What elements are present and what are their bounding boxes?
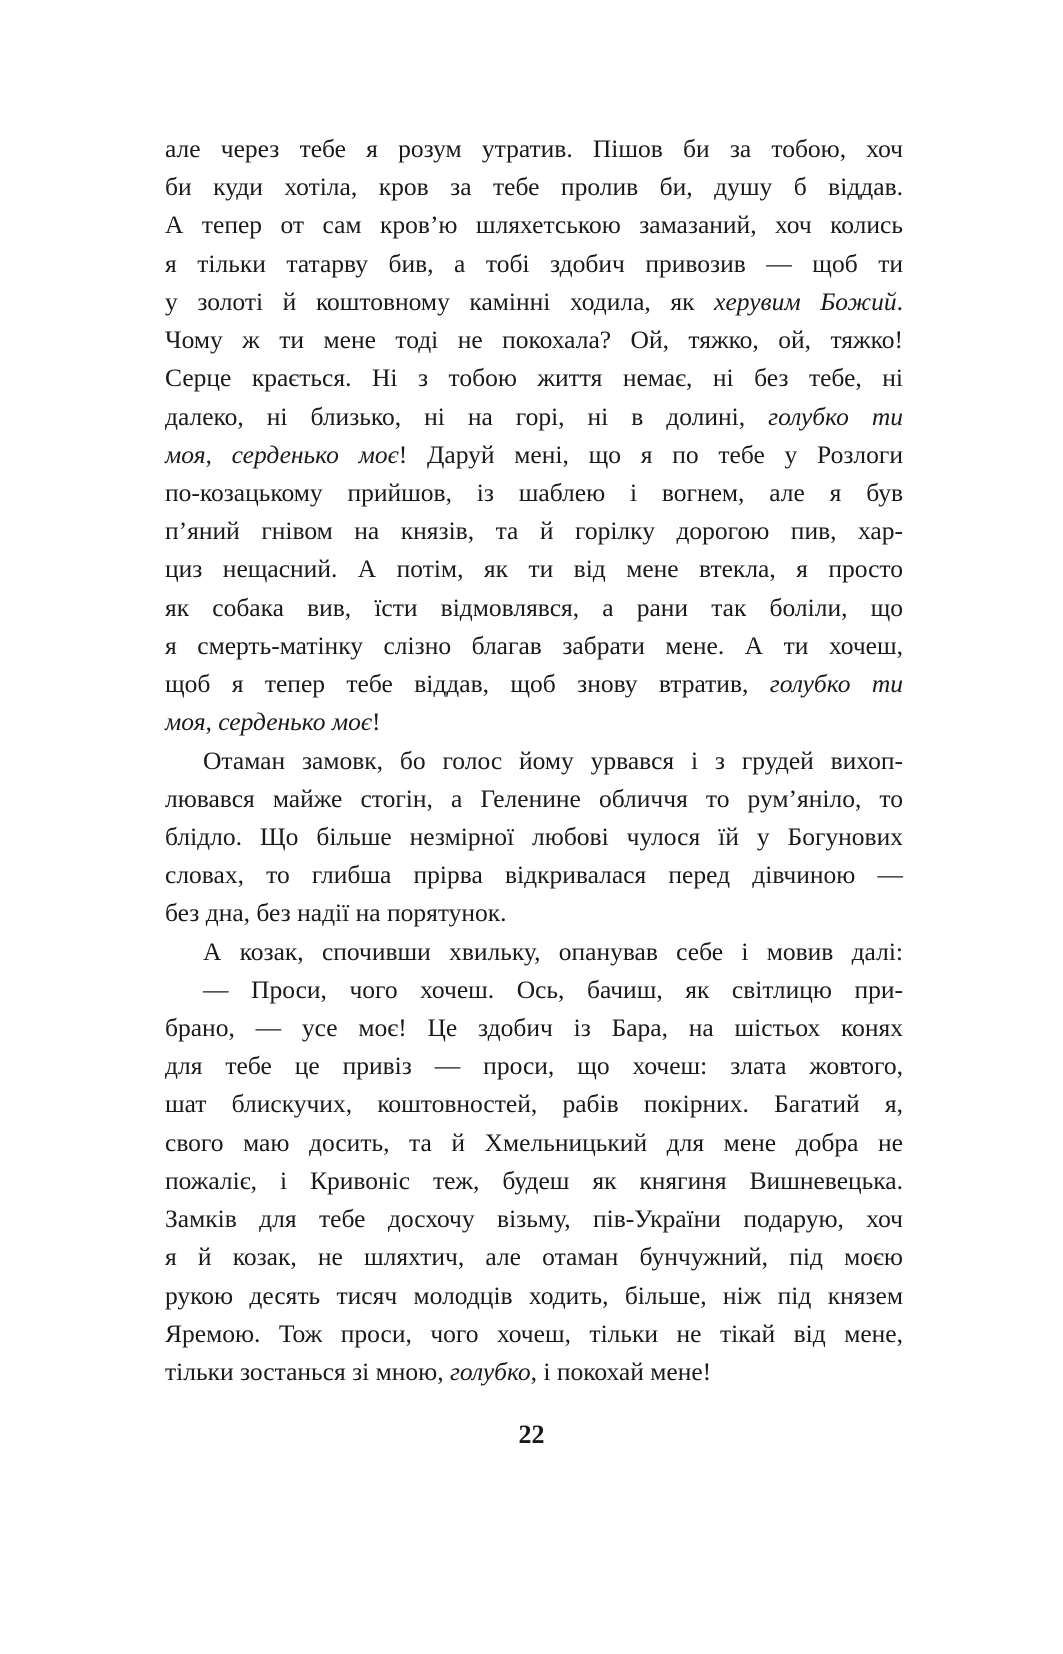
text-segment: ! xyxy=(372,707,381,737)
text-segment: брано, — усе моє! Це здобич із Бара, на шістьох конях xyxy=(165,1013,903,1043)
text-line xyxy=(165,1162,903,1200)
text-line xyxy=(165,398,903,436)
text-segment: як собака вив, їсти відмовлявся, а рани так боліли, що xyxy=(165,592,903,622)
italic-text: херувим Божий xyxy=(714,286,897,316)
italic-text: голубко xyxy=(449,1357,531,1386)
text-segment: у золоті й коштовному камінні ходила, як xyxy=(165,286,715,316)
italic-text: голубко ти xyxy=(768,401,903,431)
text-line xyxy=(165,1277,903,1315)
text-line xyxy=(165,1009,903,1047)
page-number: 22 xyxy=(518,1420,545,1449)
text-line xyxy=(165,856,903,894)
text-segment: без дна, без надії на порятунок. xyxy=(165,898,507,928)
text-line xyxy=(165,550,903,588)
text-line xyxy=(165,1085,903,1123)
italic-text: моя, серденько моє xyxy=(165,439,399,469)
text-segment: пожаліє, і Кривоніс теж, будеш як княгиня Вишневецька. xyxy=(165,1165,903,1195)
text-segment: би куди хотіла, кров за тебе пролив би, душу б віддав. xyxy=(165,172,903,202)
text-line xyxy=(165,665,903,703)
text-segment: далеко, ні близько, ні на горі, ні в долині, xyxy=(165,401,769,431)
text-line xyxy=(165,321,903,359)
text-segment: рукою десять тисяч молодців ходить, більше, ніж під князем xyxy=(165,1280,903,1310)
text-segment: для тебе це привіз — проси, що хочеш: злата жовтого, xyxy=(165,1051,903,1081)
text-line xyxy=(165,283,903,321)
text-line xyxy=(165,971,903,1009)
text-segment: , і покохай мене! xyxy=(530,1357,712,1386)
text-line xyxy=(165,627,903,665)
text-segment: п’яний гнівом на князів, та й горілку дорогою пив, хар- xyxy=(165,516,903,546)
text-line xyxy=(165,589,903,627)
text-line xyxy=(165,894,903,932)
text-line xyxy=(165,512,903,550)
text-segment: щоб я тепер тебе віддав, щоб знову втратив, xyxy=(165,669,770,699)
text-line xyxy=(165,1238,903,1276)
text-line xyxy=(165,206,903,244)
text-segment: по-козацькому прийшов, із шаблею і вогнем, але я був xyxy=(165,477,903,507)
text-segment: циз нещасний. А потім, як ти від мене втекла, я просто xyxy=(165,554,903,584)
text-line xyxy=(165,1047,903,1085)
text-segment: блідло. Що більше незмірної любові чулося їй у Богунових xyxy=(165,821,903,851)
text-segment: я смерть-матінку слізно благав забрати мене. А ти хочеш, xyxy=(165,630,903,660)
text-segment: А тепер от сам кров’ю шляхетською замазаний, хоч колись xyxy=(165,210,903,240)
text-line xyxy=(165,742,903,780)
text-segment: Замків для тебе досхочу візьму, пів-України подарую, хоч xyxy=(165,1204,903,1234)
text-line xyxy=(165,780,903,818)
text-segment: шат блискучих, коштовностей, рабів покірних. Багатий я, xyxy=(165,1089,903,1119)
text-segment: лювався майже стогін, а Геленине обличчя то рум’яніло, то xyxy=(165,783,903,813)
text-segment: ! Даруй мені, що я по тебе у Розлоги xyxy=(398,439,903,469)
text-line xyxy=(165,168,903,206)
text-line xyxy=(165,436,903,474)
italic-text: голубко ти xyxy=(769,669,903,699)
italic-text: моя, серденько моє xyxy=(165,707,373,737)
text-line xyxy=(165,1315,903,1353)
text-segment: . xyxy=(896,286,903,316)
text-line xyxy=(165,1200,903,1238)
text-segment: я й козак, не шляхтич, але отаман бунчужний, під моєю xyxy=(165,1242,903,1272)
text-segment: А козак, спочивши хвильку, опанував себе і мовив далі: xyxy=(203,936,903,966)
text-line xyxy=(165,245,903,283)
text-segment: — Проси, чого хочеш. Ось, бачиш, як світлицю при- xyxy=(203,974,903,1004)
text-segment: я тільки татарву бив, а тобі здобич привозив — щоб ти xyxy=(165,248,903,278)
text-segment: словах, то глибша прірва відкривалася перед дівчиною — xyxy=(165,860,903,890)
text-segment: Серце крається. Ні з тобою життя немає, ні без тебе, ні xyxy=(165,363,903,393)
text-line xyxy=(165,130,903,168)
text-segment: Чому ж ти мене тоді не покохала? Ой, тяжко, ой, тяжко! xyxy=(165,325,903,355)
text-segment: але через тебе я розум утратив. Пішов би за тобою, хоч xyxy=(165,134,903,163)
text-line xyxy=(165,359,903,397)
text-segment: свого маю досить, та й Хмельницький для мене добра не xyxy=(165,1127,903,1157)
text-line xyxy=(165,933,903,971)
text-segment: Отаман замовк, бо голос йому урвався і з грудей вихоп- xyxy=(203,745,903,775)
text-segment: тільки зостанься зі мною, xyxy=(165,1357,450,1386)
body-text xyxy=(165,130,903,1391)
text-segment: Яремою. Тож проси, чого хочеш, тільки не тікай від мене, xyxy=(165,1318,903,1348)
text-line xyxy=(165,474,903,512)
text-line xyxy=(165,1124,903,1162)
text-line xyxy=(165,818,903,856)
text-line xyxy=(165,703,903,741)
text-line xyxy=(165,1353,903,1391)
